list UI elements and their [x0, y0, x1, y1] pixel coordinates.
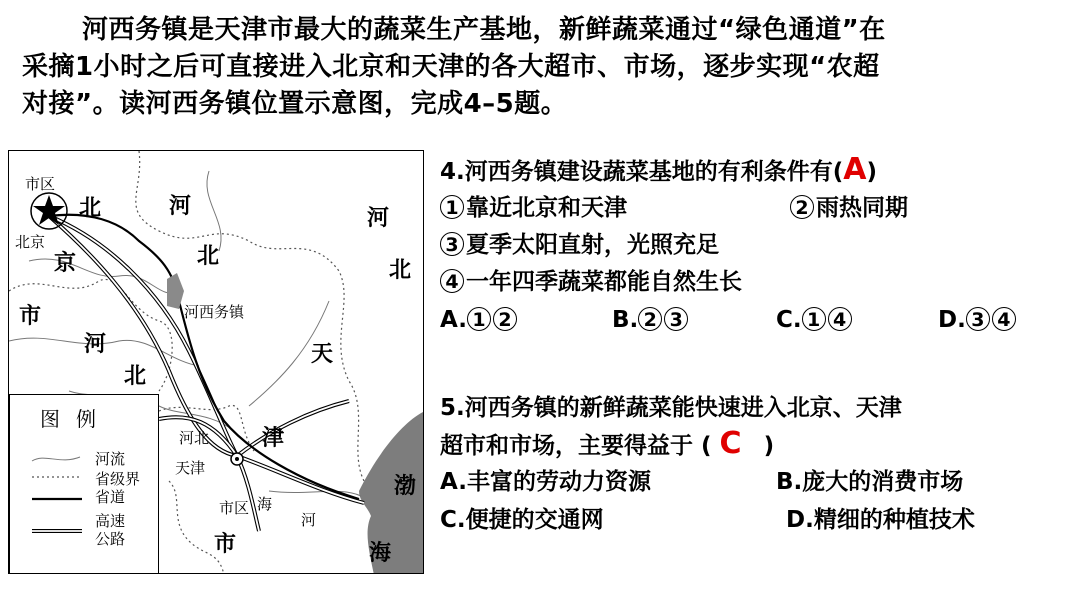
q4-stem — [440, 153, 877, 189]
q4-option-1 — [440, 192, 627, 225]
label-shiqu-beijing: 市区 — [25, 175, 56, 193]
legend-river-symbol — [32, 457, 80, 461]
intro-line-1: 河西务镇是天津市最大的蔬菜生产基地，新鲜蔬菜通过“绿色通道”在 — [82, 15, 886, 45]
circle-number-1: 1 — [440, 195, 464, 219]
q4-option-2-text: 雨热同期 — [816, 195, 908, 221]
label-shiqu-tianjin: 市区 — [219, 499, 250, 517]
q4-option-1-text: 靠近北京和天津 — [466, 195, 627, 221]
label-hexiwu-town: 河西务镇 — [184, 303, 245, 321]
label-tian: 天 — [311, 342, 334, 367]
label-hebei: 河北 — [179, 429, 210, 447]
label-he: 河 — [367, 206, 390, 231]
label-hai: 海 — [257, 495, 273, 513]
circle-number-2: 2 — [790, 195, 814, 219]
label-bo: 渤 — [394, 474, 417, 499]
map-legend — [9, 394, 159, 574]
q5-stem-text: 超市和市场，主要得益于 ( — [440, 433, 712, 459]
q5-option-c[interactable]: C.便捷的交通网 — [440, 507, 604, 533]
legend-road-label: 省道 — [95, 488, 126, 506]
q5-option-d[interactable]: D.精细的种植技术 — [786, 507, 975, 533]
legend-highway-label-1: 高速 — [95, 512, 126, 530]
intro-line-3: 对接”。读河西务镇位置示意图，完成4–5题。 — [22, 89, 568, 119]
q4-stem-text: 4.河西务镇建设蔬菜基地的有利条件有( — [440, 159, 844, 185]
label-bei: 北 — [124, 364, 147, 389]
label-tianjin: 天津 — [175, 459, 206, 477]
label-hai-sea: 海 — [369, 541, 392, 566]
q4-option-3-text: 夏季太阳直射，光照充足 — [466, 232, 719, 258]
q4-option-4-text: 一年四季蔬菜都能自然生长 — [466, 269, 742, 295]
legend-river-label: 河流 — [95, 450, 126, 468]
label-shi: 市 — [19, 304, 42, 329]
q5-stem-line-1: 5.河西务镇的新鲜蔬菜能快速进入北京、天津 — [440, 395, 902, 421]
location-map — [8, 150, 424, 574]
circle-number-4: 4 — [440, 269, 464, 293]
label-he: 河 — [301, 511, 317, 529]
q5-stem-line-2 — [440, 427, 774, 463]
q4-choice-c[interactable]: C. 1 4 — [776, 304, 854, 337]
hexiwu-town-area — [167, 273, 184, 309]
circle-number-3: 3 — [440, 232, 464, 256]
label-beijing: 北京 — [15, 233, 46, 251]
intro-line-2: 采摘1小时之后可直接进入北京和天津的各大超市、市场，逐步实现“农超 — [22, 52, 880, 82]
label-shi: 市 — [214, 532, 237, 557]
legend-border-label: 省级界 — [95, 470, 141, 488]
q4-choice-a[interactable]: A. 1 2 — [440, 304, 519, 337]
q5-answer: C — [719, 426, 742, 461]
label-he: 河 — [84, 332, 107, 357]
q4-option-2 — [790, 192, 908, 225]
q4-choice-b[interactable]: B. 2 3 — [612, 304, 690, 337]
q5-option-a[interactable]: A.丰富的劳动力资源 — [440, 469, 651, 495]
legend-title: 图例 — [40, 407, 112, 431]
q4-option-4 — [440, 266, 742, 299]
intro-paragraph — [22, 12, 1067, 123]
label-jin: 津 — [262, 426, 285, 451]
label-bei: 北 — [197, 244, 220, 269]
label-jing: 京 — [54, 251, 77, 276]
q4-stem-end: ) — [866, 159, 877, 185]
q4-choice-d[interactable]: D. 3 4 — [938, 304, 1018, 337]
q5-stem-end: ) — [763, 433, 775, 459]
q5-option-b[interactable]: B.庞大的消费市场 — [776, 469, 964, 495]
river — [29, 259, 179, 293]
label-bei: 北 — [389, 258, 412, 283]
q4-answer: A — [843, 152, 867, 187]
q4-option-3 — [440, 229, 719, 262]
label-bei: 北 — [79, 196, 102, 221]
label-he: 河 — [169, 194, 192, 219]
legend-highway-label-2: 公路 — [95, 530, 126, 548]
